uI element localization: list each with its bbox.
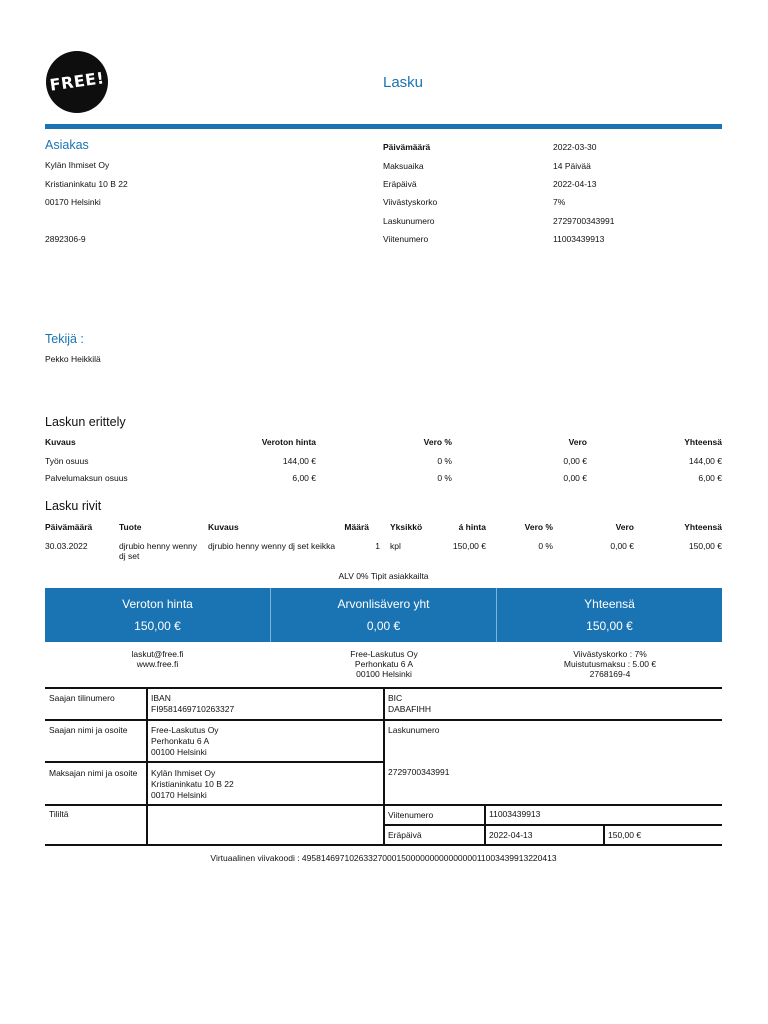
virtual-barcode: Virtuaalinen viivakoodi : 495814697102633270001500000000000000011003439913220413 (210, 853, 557, 863)
meta-value: 2022-03-30 (553, 142, 597, 152)
footer-contact (45, 649, 270, 669)
slip-line (484, 804, 486, 846)
lines-col-header: Vero (615, 522, 634, 532)
lines-col-header: Määrä (344, 522, 369, 532)
breakdown-cell: 0,00 € (563, 473, 587, 483)
breakdown-cell: 6,00 € (698, 473, 722, 483)
slip-line (45, 761, 383, 763)
customer-street: Kristianinkatu 10 B 22 (45, 179, 128, 189)
logo-text: FREE! (48, 68, 106, 95)
customer-city: 00170 Helsinki (45, 197, 101, 207)
breakdown-col-header: Veroton hinta (261, 437, 316, 447)
meta-label: Maksuaika (383, 161, 424, 171)
customer-name: Kylän Ihmiset Oy (45, 160, 110, 170)
meta-label: Eräpäivä (383, 179, 417, 189)
lines-col-header: Kuvaus (208, 522, 239, 532)
lines-col-header: Tuote (119, 522, 142, 532)
slip-line (383, 687, 385, 846)
footer-terms (498, 649, 722, 679)
breakdown-col-header: Yhteensä (684, 437, 722, 447)
slip-from-account-label: Tililtä (49, 809, 69, 819)
meta-value: 2022-04-13 (553, 179, 597, 189)
maker-heading: Tekijä : (45, 332, 84, 346)
breakdown-cell: 0,00 € (563, 456, 587, 466)
slip-invoice-no-label: Laskunumero (388, 725, 440, 735)
slip-line (383, 824, 722, 826)
slip-iban-label: IBAN (151, 693, 171, 703)
meta-value: 14 Päivää (553, 161, 591, 171)
slip-bic-label: BIC (388, 693, 403, 703)
totals-band (45, 588, 722, 642)
breakdown-cell: 6,00 € (292, 473, 316, 483)
lines-cell: 1 (375, 541, 380, 551)
slip-due: 2022-04-13 (489, 830, 533, 840)
slip-ref-label: Viitenumero (388, 810, 434, 820)
header-divider (45, 124, 722, 129)
slip-recipient-street: Perhonkatu 6 A (151, 736, 210, 746)
meta-label: Viivästyskorko (383, 197, 438, 207)
total-value: 150,00 € (134, 619, 181, 633)
lines-heading: Lasku rivit (45, 499, 102, 513)
slip-payer-label: Maksajan nimi ja osoite (49, 768, 138, 778)
breakdown-cell: Työn osuus (45, 456, 89, 466)
total-vat (270, 588, 496, 642)
lines-col-header: Yhteensä (684, 522, 722, 532)
footer-company-city: 00100 Helsinki (356, 669, 412, 679)
footer-company (270, 649, 498, 679)
lines-col-header: á hinta (458, 522, 486, 532)
lines-col-header: Päivämäärä (45, 522, 93, 532)
lines-cell: djrubio henny wenny dj set (119, 541, 197, 561)
footer-business-id: 2768169-4 (589, 669, 631, 679)
footer-website: www.free.fi (136, 659, 179, 669)
breakdown-cell: 0 % (437, 473, 452, 483)
footer-email: laskut@free.fi (131, 649, 184, 659)
footer-company-street: Perhonkatu 6 A (354, 659, 414, 669)
lines-cell: 30.03.2022 (45, 541, 88, 551)
breakdown-col-header: Kuvaus (45, 437, 76, 447)
slip-due-label: Eräpäivä (388, 830, 422, 840)
slip-recipient-city: 00100 Helsinki (151, 747, 207, 757)
slip-invoice-no: 2729700343991 (388, 767, 450, 777)
slip-recipient-label: Saajan nimi ja osoite (49, 725, 128, 735)
customer-business-id: 2892306-9 (45, 234, 86, 244)
total-value: 150,00 € (586, 619, 633, 633)
lines-cell: 150,00 € (452, 541, 486, 551)
meta-label: Laskunumero (383, 216, 435, 226)
lines-cell: 150,00 € (688, 541, 722, 551)
lines-col-header: Yksikkö (390, 522, 423, 532)
footer-late-interest: Viivästyskorko : 7% (573, 649, 647, 659)
meta-value: 2729700343991 (553, 216, 615, 226)
breakdown-cell: 144,00 € (688, 456, 722, 466)
meta-value: 7% (553, 197, 566, 207)
slip-account-label: Saajan tilinumero (49, 693, 115, 703)
breakdown-col-header: Vero % (423, 437, 452, 447)
breakdown-cell: 0 % (437, 456, 452, 466)
breakdown-col-header: Vero (568, 437, 587, 447)
total-net (45, 588, 270, 642)
slip-line (146, 687, 148, 846)
meta-label: Viitenumero (383, 234, 429, 244)
total-value: 0,00 € (366, 619, 401, 633)
slip-iban: FI9581469710263327 (151, 704, 235, 714)
slip-amount: 150,00 € (608, 830, 642, 840)
breakdown-cell: Palvelumaksun osuus (45, 473, 128, 483)
customer-heading: Asiakas (45, 138, 89, 152)
breakdown-heading: Laskun erittely (45, 415, 126, 429)
slip-ref: 11003439913 (489, 809, 541, 819)
slip-line (603, 824, 605, 846)
lines-cell: 0,00 € (610, 541, 634, 551)
lines-cell: kpl (390, 541, 401, 551)
footer-reminder-fee: Muistutusmaksu : 5.00 € (563, 659, 657, 669)
slip-bic: DABAFIHH (388, 704, 431, 714)
slip-payer-city: 00170 Helsinki (151, 790, 207, 800)
lines-cell: djrubio henny wenny dj set keikka (208, 541, 336, 551)
total-label: Veroton hinta (122, 597, 193, 611)
maker-name: Pekko Heikkilä (45, 354, 101, 364)
lines-cell: 0 % (538, 541, 553, 551)
footer-company-name: Free-Laskutus Oy (350, 649, 418, 659)
breakdown-cell: 144,00 € (282, 456, 316, 466)
total-label: Arvonlisävero yht (337, 597, 430, 611)
payment-slip (45, 687, 722, 847)
total-gross (496, 588, 722, 642)
slip-payer-name: Kylän Ihmiset Oy (151, 768, 216, 778)
meta-value: 11003439913 (553, 234, 605, 244)
document-title: Lasku (383, 74, 424, 91)
lines-note: ALV 0% Tipit asiakkailta (338, 571, 429, 581)
slip-payer-street: Kristianinkatu 10 B 22 (151, 779, 234, 789)
lines-col-header: Vero % (524, 522, 553, 532)
meta-label: Päivämäärä (383, 142, 431, 152)
total-label: Yhteensä (584, 597, 635, 611)
slip-recipient-name: Free-Laskutus Oy (151, 725, 219, 735)
